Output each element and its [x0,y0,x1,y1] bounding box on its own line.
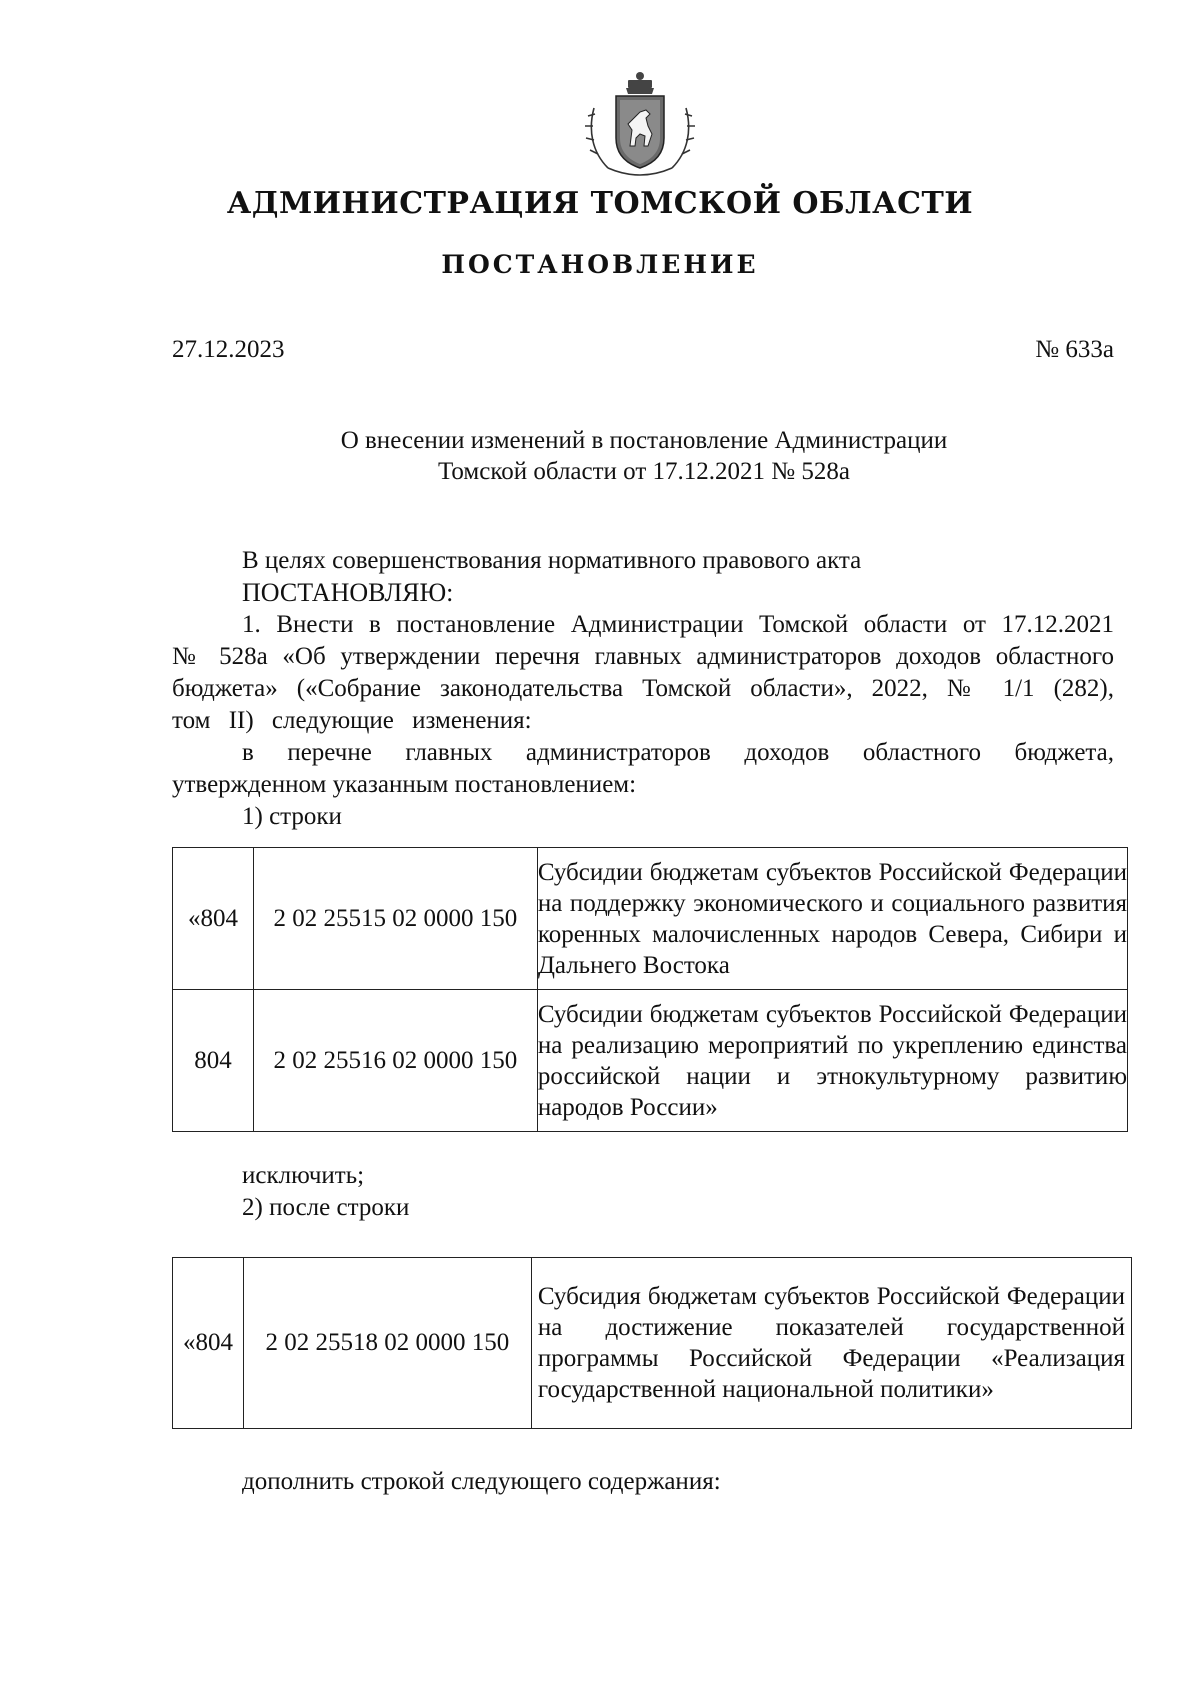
admin-code-cell: «804 [173,1258,244,1429]
table-row [173,990,1128,1132]
rows-to-exclude-table [172,847,1128,1132]
revenue-code-cell: 2 02 25518 02 0000 150 [243,1258,531,1429]
sub-item-1: 1) строки [242,803,342,830]
body-intro [172,545,1114,833]
table-row [173,1258,1132,1429]
purpose-paragraph: В целях совершенствования нормативного правового акта [242,547,862,574]
item1-line-1: 1. Внести в постановление Администрации Томской области от 17.12.2021 [242,611,1114,638]
body-end [172,1466,1114,1498]
table-row [173,848,1128,990]
item1-line-4: том II) следующие изменения: [172,707,532,734]
sub-item-2: 2) после строки [242,1194,410,1221]
admin-code-cell: 804 [173,990,254,1132]
organization-title: АДМИНИСТРАЦИЯ ТОМСКОЙ ОБЛАСТИ [226,186,974,221]
item1-line-2: № 528а «Об утверждении перечня главных администраторов доходов областного [172,643,1114,670]
document-type: ПОСТАНОВЛЕНИЕ [441,250,759,279]
document-date: 27.12.2023 [172,336,285,363]
list-line-1: в перечне главных администраторов доходов областного бюджета, [242,739,1114,766]
subject-line-2: Томской области от 17.12.2021 № 528а [438,458,850,485]
description-cell: Субсидия бюджетам субъектов Российской Федерации на достижение показателей государственной программы Российской Федерации «Реализация государственной национальной политики» [531,1258,1131,1429]
list-line-2: утвержденном указанным постановлением: [172,771,637,798]
subject-line-1: О внесении изменений в постановление Администрации [340,427,948,454]
tomsk-oblast-coat-of-arms-icon [578,68,702,182]
exclude-text: исключить; [242,1162,365,1189]
body-middle [172,1160,1114,1224]
description-cell: Субсидии бюджетам субъектов Российской Федерации на реализацию мероприятий по укреплению единства российской нации и этнокультурному развитию народов России» [537,990,1127,1132]
supplement-text: дополнить строкой следующего содержания: [242,1468,721,1495]
revenue-code-cell: 2 02 25516 02 0000 150 [253,990,537,1132]
item1-line-3: бюджета» («Собрание законодательства Томской области», 2022, № 1/1 (282), [172,675,1114,702]
row-after-table [172,1257,1132,1429]
revenue-code-cell: 2 02 25515 02 0000 150 [253,848,537,990]
document-subject [0,425,1200,487]
admin-code-cell: «804 [173,848,254,990]
resolve-word: ПОСТАНОВЛЯЮ: [242,578,454,607]
document-number: № 633а [1035,336,1114,363]
description-cell: Субсидии бюджетам субъектов Российской Федерации на поддержку экономического и социального развития коренных малочисленных народов Севера, Сибири и Дальнего Востока [537,848,1127,990]
